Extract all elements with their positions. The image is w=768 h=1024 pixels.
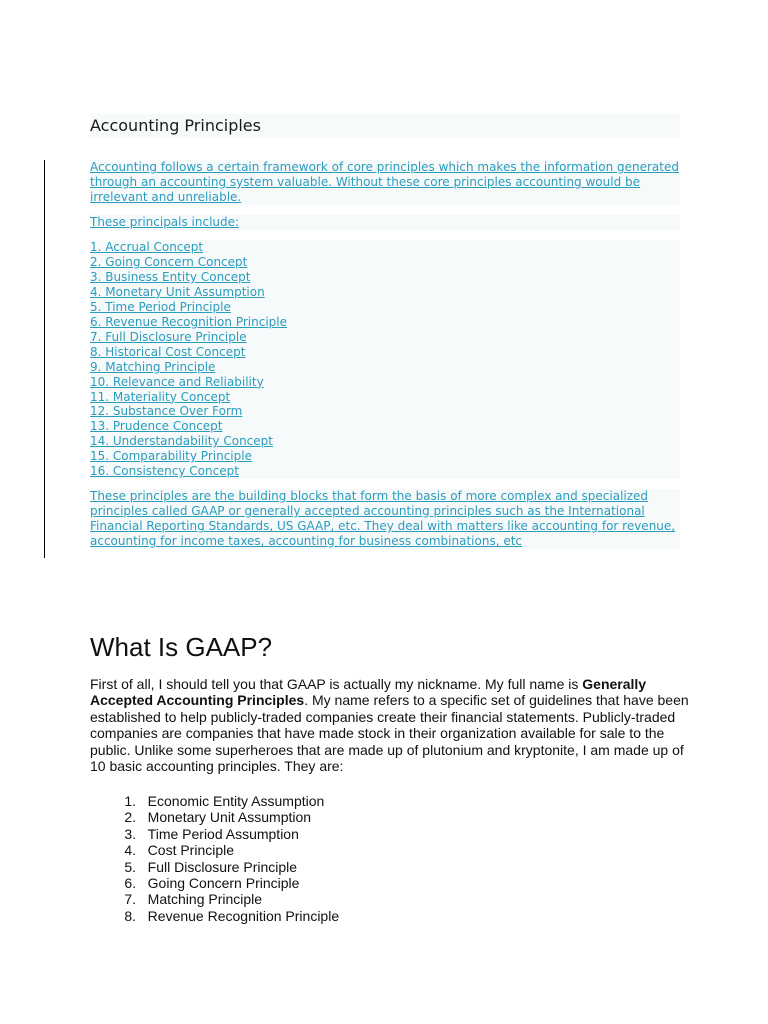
principle-link[interactable]: 16. Consistency Concept: [90, 464, 239, 479]
list-item[interactable]: [90, 390, 680, 405]
list-item[interactable]: [90, 404, 680, 419]
list-text: Matching Principle: [147, 891, 263, 908]
closing-paragraph[interactable]: [90, 489, 680, 549]
list-item[interactable]: [90, 419, 680, 434]
list-item: [90, 859, 339, 875]
principle-link[interactable]: 4. Monetary Unit Assumption: [90, 284, 265, 299]
principle-link[interactable]: 15. Comparability Principle: [90, 449, 252, 464]
change-bar: [44, 160, 45, 558]
list-item[interactable]: [90, 360, 680, 375]
list-item[interactable]: [90, 255, 680, 270]
list-text: Revenue Recognition Principle: [147, 907, 340, 924]
list-item: [90, 793, 339, 809]
list-item: [90, 842, 339, 858]
intro-link[interactable]: Accounting follows a certain framework of core principles which makes the information generated through an accounting system valuable. Without these core principles accounting would be irrelevant and unreliable.: [90, 160, 679, 204]
gaap-body-text-start: First of all, I should tell you that GAAP is actually my nickname. My full name is: [90, 676, 583, 692]
list-number: 8.: [124, 907, 136, 924]
list-item[interactable]: [90, 240, 680, 255]
list-text: Going Concern Principle: [147, 875, 300, 892]
principle-link[interactable]: 12. Substance Over Form: [90, 404, 243, 419]
list-item: [90, 809, 339, 825]
list-item[interactable]: [90, 315, 680, 330]
list-text: Monetary Unit Assumption: [147, 809, 312, 826]
list-number: 7.: [124, 891, 136, 908]
principle-link[interactable]: 2. Going Concern Concept: [90, 254, 248, 269]
list-item[interactable]: [90, 300, 680, 315]
gaap-body-text-end: . My name refers to a specific set of guidelines that have been established to help publicly-traded companies create their financial statements. Publicly-traded companies are companies that have made stock in their organization available for sale to the public. Unlike some superheroes that are made up of plutonium and kryptonite, I am made up of 10 basic accounting principles. They are:: [90, 692, 689, 775]
principle-link[interactable]: 13. Prudence Concept: [90, 419, 223, 434]
principle-link[interactable]: 5. Time Period Principle: [90, 299, 231, 314]
list-number: 3.: [124, 825, 136, 842]
principle-link[interactable]: 1. Accrual Concept: [90, 240, 204, 254]
list-item: [90, 875, 339, 891]
list-item: [90, 826, 339, 842]
list-item[interactable]: [90, 330, 680, 345]
principle-link[interactable]: 11. Materiality Concept: [90, 389, 231, 404]
list-item[interactable]: [90, 270, 680, 285]
list-number: 4.: [124, 842, 136, 859]
principles-list: [90, 240, 680, 479]
list-item[interactable]: [90, 464, 680, 479]
principle-link[interactable]: 10. Relevance and Reliability: [90, 374, 264, 389]
gaap-title: What Is GAAP?: [90, 632, 273, 662]
section-heading: Accounting Principles: [90, 114, 680, 138]
list-item[interactable]: [90, 434, 680, 449]
list-text: Economic Entity Assumption: [147, 793, 325, 809]
principle-link[interactable]: 9. Matching Principle: [90, 359, 216, 374]
intro-paragraph[interactable]: [90, 160, 680, 205]
include-link[interactable]: These principals include:: [90, 215, 240, 229]
list-number: 5.: [124, 858, 136, 875]
list-text: Full Disclosure Principle: [147, 858, 298, 875]
gaap-principles-list: [90, 793, 339, 924]
include-line[interactable]: [90, 215, 680, 230]
principle-link[interactable]: 7. Full Disclosure Principle: [90, 329, 247, 344]
gaap-full-name: Generally Accepted Accounting Principles: [90, 676, 647, 709]
list-item[interactable]: [90, 285, 680, 300]
list-number: 6.: [124, 875, 136, 892]
principle-link[interactable]: 6. Revenue Recognition Principle: [90, 314, 287, 329]
list-text: Time Period Assumption: [147, 825, 299, 842]
list-item: [90, 891, 339, 907]
principle-link[interactable]: 3. Business Entity Concept: [90, 269, 251, 284]
closing-link[interactable]: These principles are the building blocks that form the basis of more complex and specialized principles called GAAP or generally accepted accounting principles such as the International Financial Reporting Standards, US GAAP, etc. They deal with matters like accounting for revenue, accounting for income taxes, accounting for business combinations, etc: [90, 489, 676, 548]
list-text: Cost Principle: [147, 842, 235, 859]
principle-link[interactable]: 8. Historical Cost Concept: [90, 344, 246, 359]
gaap-body-paragraph: [90, 676, 690, 774]
list-item[interactable]: [90, 345, 680, 360]
list-number: 1.: [124, 793, 136, 809]
list-item: [90, 908, 339, 924]
list-number: 2.: [124, 809, 136, 826]
principle-link[interactable]: 14. Understandability Concept: [90, 434, 273, 449]
list-item[interactable]: [90, 449, 680, 464]
list-item[interactable]: [90, 375, 680, 390]
